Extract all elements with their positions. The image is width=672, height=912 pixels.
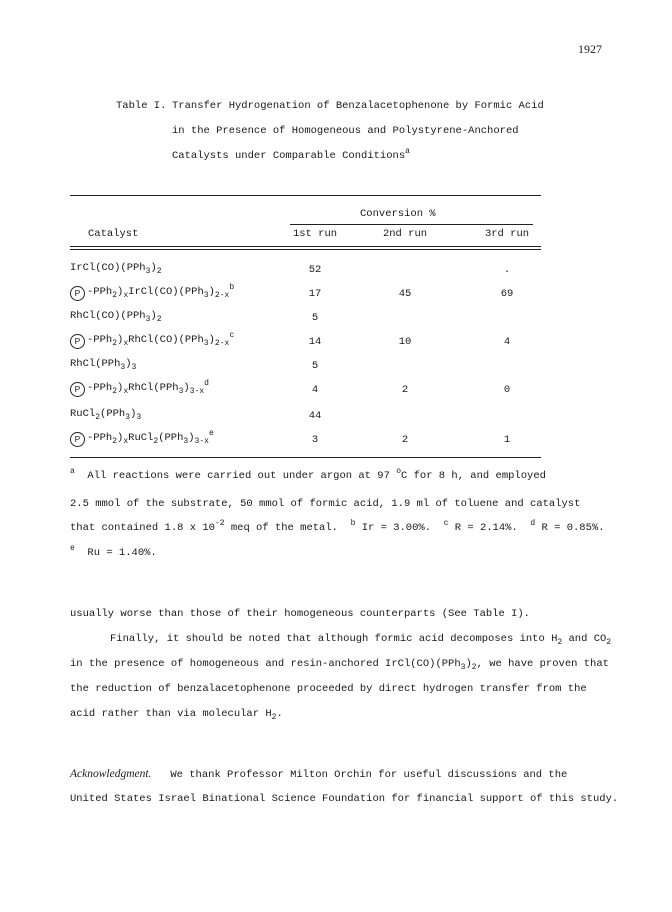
table-bottom-rule <box>70 457 541 458</box>
header-run-3: 3rd run <box>484 228 530 240</box>
paragraph-2-line-4: acid rather than via molecular $H_2$. <box>70 708 283 722</box>
catalyst-footnote-mark: c <box>229 331 235 340</box>
acknowledgment-line-1 <box>70 768 567 781</box>
header-catalyst: Catalyst <box>88 228 139 240</box>
table-label: Table I. <box>116 100 167 112</box>
polymer-circle-icon: P <box>70 334 85 349</box>
conversion-value-r3: 1 <box>503 434 511 446</box>
conversion-value-r3: 69 <box>500 288 514 300</box>
catalyst-formula: $-PPh_2)_xRhCl(CO)(PPh_3)_{2-x}$ <box>87 334 230 348</box>
conversion-value-r1: 4 <box>311 384 319 396</box>
caption-footnote-mark: a <box>405 147 410 156</box>
footnote-d: R = 0.85%. <box>541 522 605 534</box>
paragraph-2-line-1: Finally, it should be noted that although formic acid decomposes into $H_2$ and $CO_2$ <box>110 633 612 647</box>
catalyst-formula: $-PPh_2)_xRuCl_2(PPh_3)_{3-x}$ <box>87 432 209 446</box>
polymer-circle-icon: P <box>70 432 85 447</box>
polymer-circle-icon: P <box>70 382 85 397</box>
conversion-value-r2: 2 <box>401 434 409 446</box>
paragraph-1-line-1: usually worse than those of their homogeneous counterparts (See Table I). <box>70 608 530 620</box>
footnote-c: R = 2.14%. <box>454 522 518 534</box>
conversion-value-r2: 2 <box>401 384 409 396</box>
paragraph-2-line-3: the reduction of benzalacetophenone proceeded by direct hydrogen transfer from the <box>70 683 587 695</box>
table-caption-line-1: Transfer Hydrogenation of Benzalacetophenone by Formic Acid <box>172 100 544 112</box>
header-run-2: 2nd run <box>382 228 428 240</box>
conversion-value-r1: 44 <box>308 410 322 422</box>
conversion-value-r1: 17 <box>308 288 322 300</box>
catalyst-formula: $RhCl(CO)(PPh_3)_2$ <box>70 310 162 324</box>
catalyst-cell <box>70 331 235 349</box>
footnote-a-mark: a <box>70 467 75 476</box>
catalyst-footnote-mark: b <box>229 283 235 292</box>
table-caption-line-3 <box>172 147 410 162</box>
table-caption-line-2: in the Presence of Homogeneous and Polystyrene-Anchored <box>172 125 519 137</box>
conversion-value-r3: 0 <box>503 384 511 396</box>
catalyst-cell <box>70 429 214 447</box>
conversion-header: Conversion % <box>360 208 436 220</box>
catalyst-cell <box>70 358 136 370</box>
catalyst-formula: $-PPh_2)_xRhCl(PPh_3)_{3-x}$ <box>87 382 205 396</box>
footnote-a <box>70 467 546 482</box>
footnote-e: $^e$ Ru = 1.40%. <box>70 544 157 559</box>
conversion-value-r2: 45 <box>398 288 412 300</box>
catalyst-formula: $-PPh_2)_xIrCl(CO)(PPh_3)_{2-x}$ <box>87 286 230 300</box>
catalyst-footnote-mark: e <box>208 429 214 438</box>
table-header-rule <box>70 246 541 250</box>
catalyst-formula: $IrCl(CO)(PPh_3)_2$ <box>70 262 162 276</box>
conversion-value-r1: 5 <box>311 312 319 324</box>
conversion-value-r1: 5 <box>311 360 319 372</box>
footnote-a-line-1: All reactions were carried out under argon at 97 $^o$C for 8 h, and employed <box>87 467 546 482</box>
catalyst-cell <box>70 262 162 274</box>
footnote-line-3-text: that contained 1.8 x $10^{-2}$ meq of the metal. <box>70 519 338 534</box>
acknowledgment-text-1: We thank Professor Milton Orchin for useful discussions and the <box>170 769 568 781</box>
footnote-line-3: that contained 1.8 x $10^{-2}$ meq of the metal. $^b$ Ir = 3.00%. $^c$ R = 2.14%. $^d$ R = 0.85%. <box>70 519 605 534</box>
conversion-value-r1: 52 <box>308 264 322 276</box>
table-top-rule <box>70 195 541 196</box>
acknowledgment-label: Acknowledgment. <box>70 768 152 780</box>
conversion-value-r3: 4 <box>503 336 511 348</box>
conversion-value-r1: 14 <box>308 336 322 348</box>
acknowledgment-line-2: United States Israel Binational Science Foundation for financial support of this study. <box>70 793 619 805</box>
conversion-value-r2: 10 <box>398 336 412 348</box>
catalyst-cell <box>70 408 141 420</box>
conversion-underline <box>290 224 533 225</box>
conversion-value-r1: 3 <box>311 434 319 446</box>
footnote-line-2: 2.5 mmol of the substrate, 50 mmol of formic acid, 1.9 ml of toluene and catalyst <box>70 498 581 510</box>
catalyst-cell <box>70 310 162 322</box>
polymer-circle-icon: P <box>70 286 85 301</box>
catalyst-cell <box>70 379 209 397</box>
header-run-1: 1st run <box>292 228 338 240</box>
caption-text: Catalysts under Comparable Conditions <box>172 150 406 162</box>
page-number: 1927 <box>578 42 602 56</box>
catalyst-formula: $RuCl_2(PPh_3)_3$ <box>70 408 142 422</box>
conversion-value-r3: . <box>503 264 511 276</box>
paragraph-2-line-2: in the presence of homogeneous and resin-anchored $IrCl(CO)(PPh_3)_2$, we have proven that <box>70 658 609 672</box>
catalyst-footnote-mark: d <box>204 379 209 388</box>
footnote-b: Ir = 3.00%. <box>361 522 432 534</box>
catalyst-cell <box>70 283 235 301</box>
catalyst-formula: $RhCl(PPh_3)_3$ <box>70 358 137 372</box>
